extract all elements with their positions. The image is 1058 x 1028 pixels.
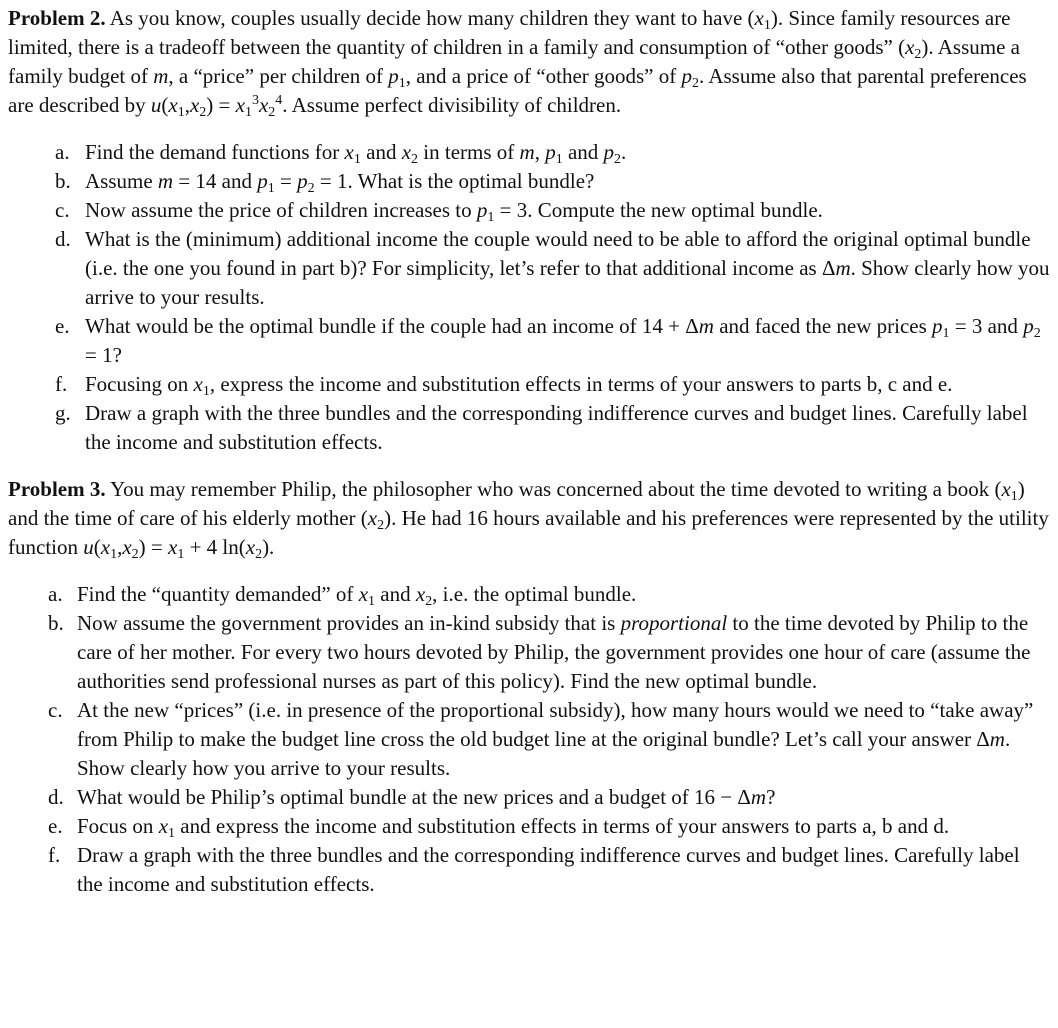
math-variable: u: [150, 93, 162, 117]
math-variable: x: [245, 535, 256, 559]
math-variable: x: [905, 35, 915, 59]
math-subscript: 2: [377, 518, 385, 533]
math-variable: x: [367, 506, 378, 530]
math-variable: p: [297, 169, 308, 193]
math-subscript: 1: [368, 594, 376, 609]
problem-2-item-e: [55, 312, 1050, 370]
math-subscript: 1: [110, 547, 118, 562]
problem-2-label: Problem 2.: [8, 6, 106, 30]
item-marker: d.: [48, 785, 64, 809]
math-subscript: 1: [487, 210, 495, 225]
math-variable: x: [258, 93, 269, 117]
math-subscript: 1: [244, 105, 252, 120]
item-text: What would be Philip’s optimal bundle at the new prices and a budget of 16 − Δm?: [77, 785, 776, 809]
math-variable: m: [750, 785, 767, 809]
item-marker: e.: [48, 814, 63, 838]
math-variable: x: [415, 582, 426, 606]
math-variable: m: [835, 256, 851, 280]
math-superscript: 4: [275, 93, 283, 108]
math-subscript: 2: [131, 547, 139, 562]
math-subscript: 2: [199, 105, 207, 120]
problem-2-item-a: [55, 138, 1050, 167]
problem-2-item-d: [55, 225, 1050, 312]
math-variable: p: [388, 64, 399, 88]
item-text: At the new “prices” (i.e. in presence of the proportional subsidy), how many hours would we need to “take away” from Philip to make the budget line cross the old budget line at the original bundle? Let’s call your answer Δm. Show clearly how you arrive to your results.: [77, 698, 1034, 780]
problem-2-question-list: [8, 138, 1050, 457]
math-variable: x: [193, 372, 203, 396]
emphasis-text: proportional: [620, 611, 728, 635]
math-subscript: 2: [914, 47, 922, 62]
problem-3-item-f: [48, 841, 1050, 899]
math-variable: x: [401, 140, 412, 164]
problem-3-label: Problem 3.: [8, 477, 106, 501]
item-marker: f.: [48, 843, 61, 867]
math-variable: x: [167, 535, 178, 559]
math-variable: m: [989, 727, 1005, 751]
problem-3-question-list: [8, 580, 1050, 899]
item-text: What is the (minimum) additional income the couple would need to be able to afford the original optimal bundle (i.e. the one you found in part b)? For simplicity, let’s refer to that additional income as Δm. Show clearly how you arrive to your results.: [85, 227, 1050, 309]
item-text: Find the demand functions for $x_1$ and $x_2$ in terms of m, $p_1$ and $p_2$.: [85, 140, 627, 167]
item-text: Draw a graph with the three bundles and the corresponding indifference curves and budget lines. Carefully label the income and substitution effects.: [85, 401, 1028, 454]
problem-2-intro: [8, 4, 1050, 120]
math-variable: p: [932, 314, 943, 338]
problem-3-section: [8, 475, 1050, 899]
math-variable: x: [1001, 477, 1011, 501]
math-variable: m: [157, 169, 174, 193]
math-variable: m: [519, 140, 535, 164]
math-subscript: 2: [268, 105, 276, 120]
math-subscript: 1: [177, 105, 185, 120]
item-marker: a.: [48, 582, 63, 606]
item-marker: c.: [48, 698, 63, 722]
problem-3-item-a: [48, 580, 1050, 609]
math-variable: x: [235, 93, 245, 117]
item-marker: b.: [48, 611, 64, 635]
problem-3-item-c: [48, 696, 1050, 783]
problem-3-text: You may remember Philip, the philosopher who was concerned about the time devoted to writing a book $(x_1)$ and the time of care of his elderly mother $(x_2)$. He had 16 hours available and his preferences were represented by the utility function $u(x_1,x_2) = x_1 + 4$ $\ln(x_2)$.: [8, 477, 1049, 562]
math-variable: p: [545, 140, 556, 164]
item-text: Focus on $x_1$ and express the income and substitution effects in terms of your answers to parts a, b and d.: [77, 814, 950, 841]
math-variable: x: [189, 93, 200, 117]
item-marker: a.: [55, 140, 70, 164]
math-subscript: 2: [307, 181, 315, 196]
math-subscript: 1: [168, 826, 176, 841]
math-subscript: 2: [255, 547, 263, 562]
problem-3-item-e: [48, 812, 1050, 841]
problem-2-item-f: [55, 370, 1050, 399]
problem-2-item-g: [55, 399, 1050, 457]
math-subscript: 1: [267, 181, 275, 196]
math-variable: p: [1023, 314, 1034, 338]
item-text: Find the “quantity demanded” of $x_1$ and $x_2$, i.e. the optimal bundle.: [77, 582, 637, 609]
math-subscript: 1: [202, 384, 210, 399]
math-variable: x: [122, 535, 132, 559]
problem-3-item-b: [48, 609, 1050, 696]
math-variable: x: [358, 582, 369, 606]
math-variable: p: [476, 198, 488, 222]
math-subscript: 2: [411, 152, 419, 167]
math-subscript: 2: [425, 594, 433, 609]
math-subscript: 2: [692, 76, 699, 91]
problem-2-item-b: [55, 167, 1050, 196]
item-marker: c.: [55, 198, 70, 222]
item-text: Draw a graph with the three bundles and the corresponding indifference curves and budget lines. Carefully label the income and substitution effects.: [77, 843, 1020, 896]
math-subscript: 2: [1033, 326, 1041, 341]
item-text: Now assume the price of children increases to $p_1 = 3$. Compute the new optimal bundle.: [85, 198, 823, 225]
math-variable: p: [603, 140, 615, 164]
math-variable: x: [754, 6, 764, 30]
problem-3-intro: [8, 475, 1050, 562]
math-subscript: 2: [614, 152, 622, 167]
math-variable: x: [158, 814, 169, 838]
item-text: Now assume the government provides an in-kind subsidy that is proportional to the time devoted by Philip to the care of her mother. For every two hours devoted by Philip, the government provides one hour of care (assume the authorities send professional nurses as part of this policy). Find the new optimal bundle.: [77, 611, 1031, 693]
math-variable: u: [83, 535, 94, 559]
math-subscript: 1: [763, 18, 771, 33]
math-variable: x: [100, 535, 111, 559]
item-marker: g.: [55, 401, 71, 425]
item-marker: f.: [55, 372, 68, 396]
math-variable: x: [168, 93, 178, 117]
math-subscript: 1: [398, 76, 406, 91]
math-subscript: 1: [177, 547, 185, 562]
problem-3-item-d: [48, 783, 1050, 812]
item-text: Assume m = 14 and $p_1 = p_2 = 1$. What is the optimal bundle?: [85, 169, 595, 196]
item-text: Focusing on $x_1$, express the income and substitution effects in terms of your answers to parts b, c and e.: [85, 372, 953, 399]
problem-2-item-c: [55, 196, 1050, 225]
math-variable: m: [698, 314, 714, 338]
problem-2-text: As you know, couples usually decide how many children they want to have $(x_1)$. Since family resources are limited, there is a tradeoff between the quantity of children in a family and consumption of “other goods” $(x_2)$. Assume a family budget of m, a “price” per children of $p_1$, and a price of “other goods” of $p_2$. Assume also that parental preferences are described by $u(x_1,x_2) = x_1^3x_2^4$. Assume perfect divisibility of children.: [8, 6, 1027, 120]
math-variable: p: [681, 64, 692, 88]
math-variable: p: [257, 169, 268, 193]
math-subscript: 1: [353, 152, 361, 167]
item-marker: d.: [55, 227, 71, 251]
math-superscript: 3: [251, 93, 259, 108]
item-marker: b.: [55, 169, 71, 193]
math-subscript: 1: [942, 326, 950, 341]
math-variable: m: [153, 64, 169, 88]
math-variable: x: [344, 140, 354, 164]
item-text: What would be the optimal bundle if the couple had an income of 14 + Δm and faced the new prices $p_1 = 3$ and $p_2 = 1$?: [85, 314, 1041, 367]
item-marker: e.: [55, 314, 70, 338]
math-subscript: 1: [555, 152, 563, 167]
math-subscript: 1: [1010, 489, 1018, 504]
